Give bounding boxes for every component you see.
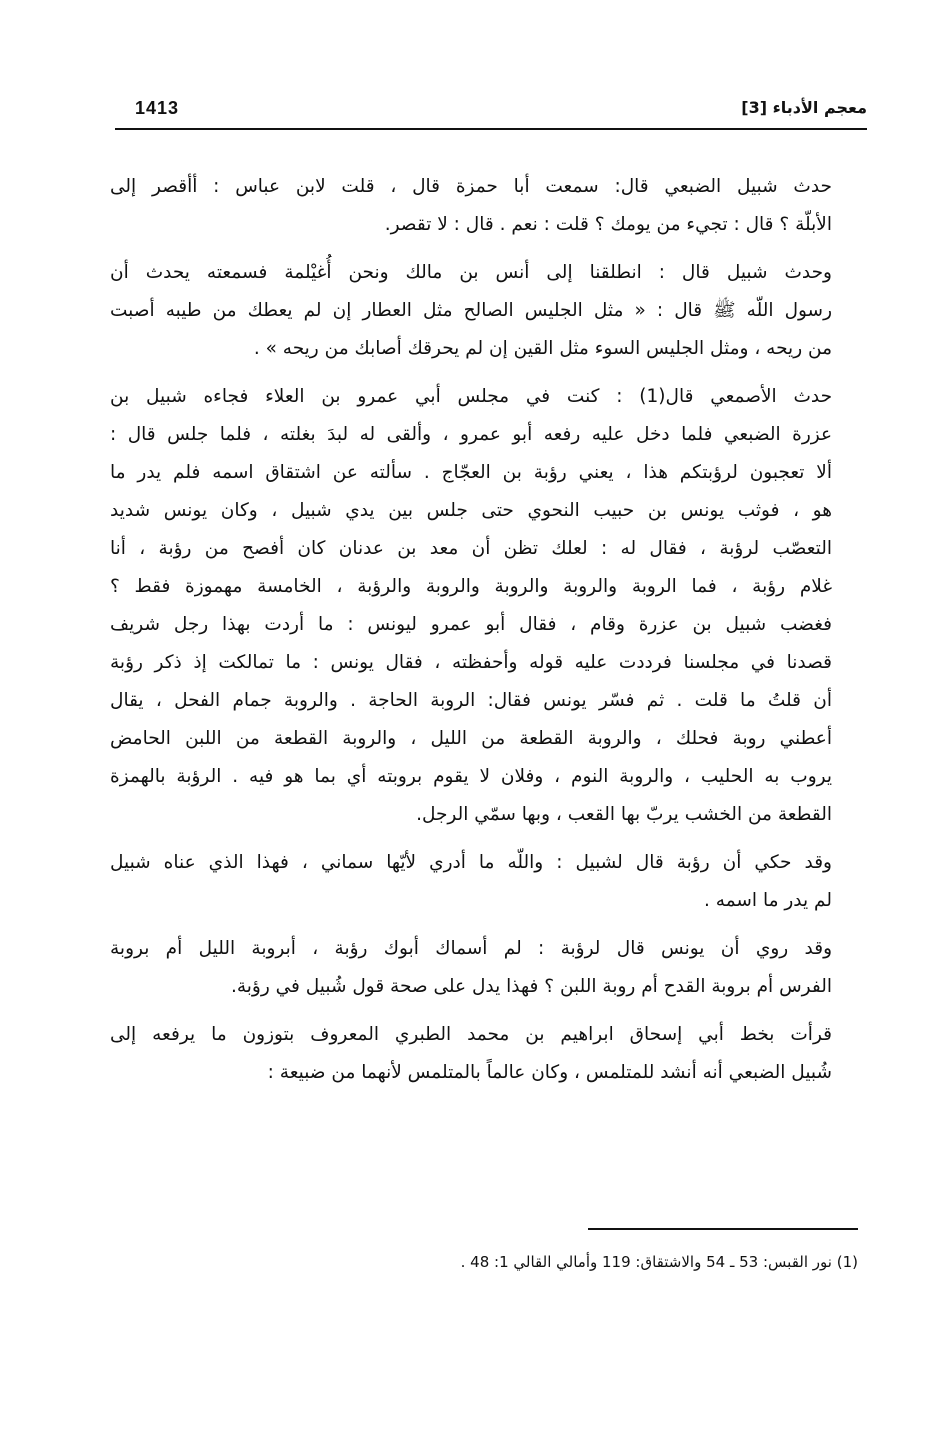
text-line: وقد روي أن يونس قال لرؤبة : لم أسماك أبوك رؤبة ، أبروبة الليل أم بروبة <box>110 938 832 959</box>
footnote-divider <box>588 1228 858 1230</box>
page-number: 1413 <box>135 98 180 118</box>
page-header <box>115 96 867 130</box>
paragraph <box>110 844 868 920</box>
text-line: وقد حكي أن رؤبة قال لشبيل : واللّه ما أدري لأيّها سماني ، فهذا الذي عناه شبيل <box>110 852 832 873</box>
paragraph <box>110 168 868 244</box>
paragraph <box>110 378 868 834</box>
text-line: يروب به الحليب ، والروبة النوم ، وفلان لا يقوم بروبته أي بما هو فيه . الرؤبة بالهمزة <box>110 766 832 787</box>
text-line: حدث شبيل الضبعي قال: سمعت أبا حمزة قال ، قلت لابن عباس : أأقصر إلى <box>110 176 832 197</box>
text-line: فغضب شبيل بن عزرة وقام ، فقال أبو عمرو ليونس : ما أردت بهذا رجل شريف <box>110 614 832 635</box>
paragraph <box>110 1016 868 1092</box>
text-line: قرأت بخط أبي إسحاق ابراهيم بن محمد الطبري المعروف بتوزون ما يرفعه إلى <box>110 1024 832 1045</box>
text-line: شُبيل الضبعي أنه أنشد للمتلمس ، وكان عالماً بالمتلمس لأنهما من ضبيعة : <box>267 1062 832 1083</box>
text-line: القطعة من الخشب يربّ بها القعب ، وبها سمّي الرجل. <box>416 804 832 825</box>
footnote: (1) نور القبس: 53 ـ 54 والاشتقاق: 119 وأمالي القالي 1: 48 . <box>460 1253 858 1271</box>
paragraph <box>110 254 868 368</box>
text-line: وحدث شبيل قال : انطلقنا إلى أنس بن مالك ونحن أُغيْلمة فسمعته يحدث أن <box>110 262 832 283</box>
text-line: عزرة الضبعي فلما دخل عليه رفعه أبو عمرو ، وألقى له لبدَ بغلته ، فلما جلس قال : <box>110 424 832 445</box>
text-line: الفرس أم بروبة القدح أم روبة اللبن ؟ فهذا يدل على صحة قول شُبيل في رؤبة. <box>230 976 832 997</box>
text-line: أن قلتُ ما قلت . ثم فسّر يونس فقال: الروبة الحاجة . والروبة جمام الفحل ، يقال <box>110 690 832 711</box>
text-line: من ريحه ، ومثل الجليس السوء مثل القين إن لم يحرقك أصابك من ريحه » . <box>253 338 832 359</box>
text-line: هو ، فوثب يونس بن حبيب النحوي حتى جلس بين يدي شبيل ، وكان يونس شديد <box>110 500 832 521</box>
text-line: غلام رؤبة ، فما الروبة والروبة والروبة والروبة والرؤبة ، الخامسة مهموزة فقط ؟ <box>110 576 832 597</box>
text-line: ألا تعجبون لرؤبتكم هذا ، يعني رؤبة بن العجّاج . سألته عن اشتقاق اسمه فلم يدر ما <box>110 462 832 483</box>
text-line: الأبلّة ؟ قال : تجيء من يومك ؟ قلت : نعم . قال : لا تقصر. <box>384 214 832 235</box>
text-line: لم يدر ما اسمه . <box>704 890 832 911</box>
main-text <box>110 168 868 1102</box>
text-line: قصدنا في مجلسنا فرددت عليه قوله وأحفظته ، فقال يونس : ما تمالكت إذ ذكر رؤبة <box>110 652 832 673</box>
text-line: حدث الأصمعي قال(1) : كنت في مجلس أبي عمرو بن العلاء فجاءه شبيل بن <box>110 386 833 407</box>
paragraph <box>110 930 868 1006</box>
running-title: معجم الأدباء [3] <box>741 98 867 117</box>
text-line: أعطني روبة فحلك ، والروبة القطعة من الليل ، والروبة القطعة من اللبن الحامض <box>110 728 832 749</box>
text-line: التعصّب لرؤبة ، فقال له : لعلك تظن أن معد بن عدنان كان أفصح من رؤبة ، أنا <box>110 538 832 559</box>
text-line: رسول اللّه ﷺ قال : « مثل الجليس الصالح مثل العطار إن لم يعطك من طيبه أصبت <box>110 300 832 321</box>
